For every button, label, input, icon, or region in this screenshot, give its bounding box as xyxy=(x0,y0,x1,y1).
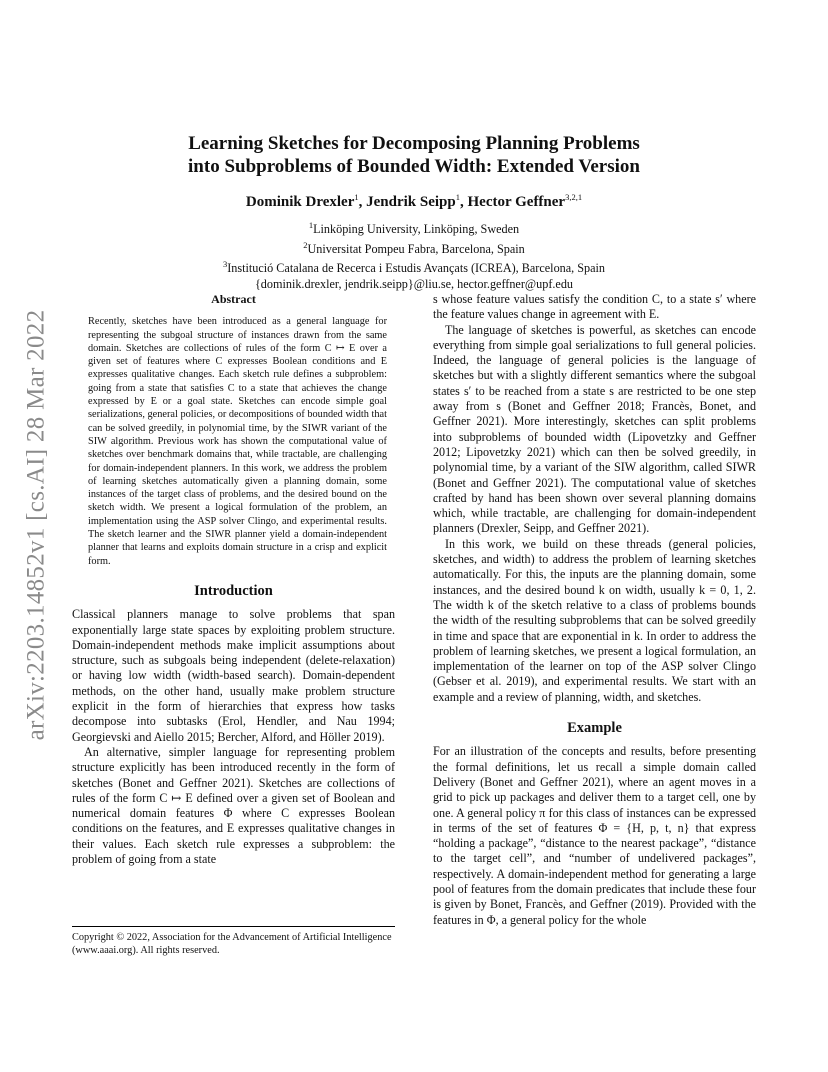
copyright-notice: Copyright © 2022, Association for the Advancement of Artificial Intelligence (www.aaai.org). All rights reserved. xyxy=(72,926,395,958)
affiliation: $^1$Linköping University, Linköping, Sweden xyxy=(308,220,520,237)
abstract-text: Recently, sketches have been introduced as a general language for representing the subgoal structure of instances drawn from the same domain. Sketches are collections of rules of the form C ↦ E over a given set of features where C expresses Boolean conditions and E expresses qualitative changes. Each sketch rule defines a subproblem: going from a state that satisfies C to a state that achieves the change expressed by E or a goal state. Sketches can encode simple goal serializations, general policies, or decompositions of bounded width that can be solved greedily, in polynomial time, by the SIWR variant of the SIW algorithm. Previous work has shown the computational value of sketches over benchmark domains that, while tractable, are challenging for domain-independent planners. In this work, we address the problem of learning sketches automatically given a planning domain, some instances of the target class of problems, and the desired bound on the sketch width. We present a logical formulation of the problem, an implementation using the ASP solver Clingo, and experimental results. The sketch learner and the SIWR planner yield a domain-independent planner that learns and exploits domain structure in a crisp and explicit form. xyxy=(88,316,387,567)
introduction-heading: Introduction xyxy=(194,582,273,599)
right-column xyxy=(433,292,756,928)
author-affiliation-mark: 3,2,1 xyxy=(565,192,583,202)
introduction-paragraph-continued: s whose feature values satisfy the condition C, to a state s′ where the feature values change in agreement with E. xyxy=(433,292,756,322)
arxiv-stamp-text: arXiv:2203.14852v1 [cs.AI] 28 Mar 2022 xyxy=(22,309,49,741)
introduction-paragraph-3: The language of sketches is powerful, as sketches can encode everything from simple goal serializations to full general policies. Indeed, the language of general policies is the language of sketches but with a slightly different semantics where the subgoal states s′ to be reached from a state s are restricted to be one step away from s (Bonet and Geffner 2018; Francès, Bonet, and Geffner 2021). More interestingly, sketches can split problems into subproblems of bounded width (Lipovetzky and Geffner 2012; Lipovetzky 2021) which can then be solved greedily, in polynomial time, by a variant of the SIW algorithm, called SIWR (Bonet and Geffner 2021). The computational value of sketches crafted by hand has been shown over several planning domains which, while tractable, are challenging for domain-independent planners (Drexler, Seipp, and Geffner 2021). xyxy=(433,322,756,536)
author-affiliation-mark: 1 xyxy=(354,192,359,202)
author-affiliation-mark: 1 xyxy=(455,192,460,202)
author-list: Dominik Drexler$^1$, Jendrik Seipp$^1$, Hector Geffner$^{3,2,1}$ xyxy=(245,192,583,210)
author-name: Jendrik Seipp xyxy=(366,194,456,210)
introduction-paragraph-2: An alternative, simpler language for representing problem structure explicitly has been introduced recently in the form of sketches (Bonet and Geffner 2021). Sketches are collections of rules of the form C ↦ E defined over a given set of Boolean and numerical domain features Φ where C expresses Boolean conditions on the features, and E expresses qualitative changes in their values. Each sketch rule expresses a subproblem: the problem of going from a state xyxy=(72,744,395,866)
arxiv-identifier-stamp xyxy=(24,290,48,760)
title-line-2: into Subproblems of Bounded Width: Extended Version xyxy=(188,156,640,177)
left-column xyxy=(72,292,395,867)
author-name: Hector Geffner xyxy=(467,194,566,210)
example-heading: Example xyxy=(567,720,622,737)
paper-title xyxy=(72,132,756,178)
title-line-1: Learning Sketches for Decomposing Planning Problems xyxy=(188,133,640,154)
affiliation: $^2$Universitat Pompeu Fabra, Barcelona, Spain xyxy=(303,239,525,256)
paper-header xyxy=(72,132,756,292)
introduction-paragraph-1: Classical planners manage to solve problems that span exponentially large state spaces by exploiting problem structure. Domain-independent methods make implicit assumptions about structure, such as subgoals being independent (delete-relaxation) or having low width (width-based search). Domain-dependent methods, on the other hand, usually make problem structure explicit in the form of hierarchies that express how tasks decompose into subtasks (Erol, Hendler, and Nau 1994; Georgievski and Aiello 2015; Bercher, Alford, and Höller 2019). xyxy=(72,607,395,744)
author-name: Dominik Drexler xyxy=(245,194,355,210)
abstract-heading: Abstract xyxy=(211,292,256,306)
author-emails: {dominik.drexler, jendrik.seipp}@liu.se, hector.geffner@upf.edu xyxy=(254,276,574,291)
introduction-paragraph-4: In this work, we build on these threads (general policies, sketches, and width) to address the problem of learning sketches automatically. For this, the inputs are the planning domain, some instances, and the desired bound k on width, usually k = 0, 1, 2. The width k of the sketch relative to a class of problems bounds the width of the resulting subproblems that can be solved greedily in time and space that are exponential in k. In order to address the problem of learning sketches, we present a logical formulation, an implementation of the learner on top of the ASP solver Clingo (Gebser et al. 2019), and experimental results. We start with an example and a review of planning, width, and sketches. xyxy=(433,536,756,704)
example-paragraph: For an illustration of the concepts and results, before presenting the formal definitions, let us recall a simple domain called Delivery (Bonet and Geffner 2021), where an agent moves in a grid to pick up packages and deliver them to a target cell, one by one. A general policy π for this class of instances can be expressed in terms of the set of features Φ = {H, p, t, n} that express “holding a package”, “distance to the nearest package”, “distance to the target cell”, and “number of undelivered packages”, respectively. A domain-independent method for generating a large pool of features from the domain predicates that include these four is given by Bonet, Francès, and Geffner (2019). Provided with the features in Φ, a general policy for the whole xyxy=(433,744,756,927)
affiliation: $^3$Institució Catalana de Recerca i Estudis Avançats (ICREA), Barcelona, Spain xyxy=(222,259,606,276)
affiliation-list xyxy=(72,218,756,292)
